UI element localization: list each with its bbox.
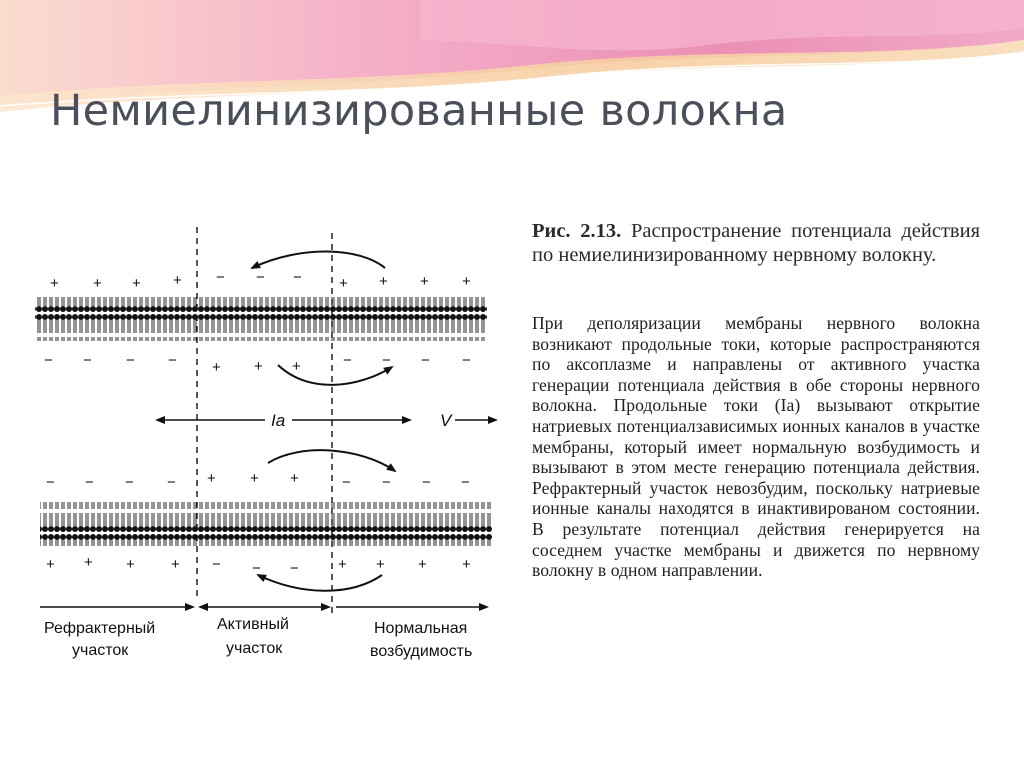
svg-text:−: − <box>422 474 431 491</box>
svg-text:+: + <box>126 556 135 573</box>
svg-text:−: − <box>46 474 55 491</box>
svg-text:+: + <box>50 275 59 292</box>
svg-text:−: − <box>83 352 92 369</box>
charges-top-outer <box>50 269 471 292</box>
svg-text:+: + <box>254 358 263 375</box>
zone-active-line1: Активный <box>217 616 289 633</box>
svg-text:+: + <box>173 272 182 289</box>
zone-normal-line1: Нормальная <box>374 620 468 637</box>
svg-text:−: − <box>290 560 299 577</box>
svg-text:+: + <box>462 273 471 290</box>
svg-text:−: − <box>382 474 391 491</box>
membrane-top <box>35 297 487 341</box>
svg-text:−: − <box>44 352 53 369</box>
svg-text:−: − <box>167 474 176 491</box>
svg-text:−: − <box>216 269 225 286</box>
svg-text:+: + <box>418 556 427 573</box>
svg-text:−: − <box>462 352 471 369</box>
svg-text:−: − <box>421 352 430 369</box>
nerve-fiber-diagram <box>30 225 510 670</box>
svg-text:+: + <box>84 554 93 571</box>
svg-text:−: − <box>343 352 352 369</box>
svg-text:−: − <box>252 560 261 577</box>
figure-caption <box>532 219 980 267</box>
figure-caption-label: Рис. 2.13. <box>532 220 622 242</box>
svg-text:+: + <box>339 275 348 292</box>
zone-refractory-line1: Рефрактерный <box>44 620 156 637</box>
charges-top-inner <box>44 352 471 376</box>
svg-text:−: − <box>168 352 177 369</box>
svg-text:+: + <box>462 556 471 573</box>
current-label: Ia <box>271 411 286 430</box>
svg-text:+: + <box>338 556 347 573</box>
figure-caption-text: Распространение потенциала действия по немиелинизированному нервному волокну. <box>532 220 981 266</box>
svg-text:+: + <box>132 275 141 292</box>
zone-refractory-line2: участок <box>72 642 129 659</box>
svg-text:+: + <box>379 273 388 290</box>
membrane-bottom <box>40 502 492 546</box>
current-arrow-inner-bottom <box>258 575 382 591</box>
figure-description: При деполяризации мембраны нервного волокна возникают продольные токи, которые распространяются по аксоплазме и направлены от активного участка генерации потенциала действия в обе стороны нервного волокна. Продольные токи (Ia) вызывают открытие натриевых потенциалзависимых ионных каналов в участке мембраны, который имеет нормальную возбудимость и вызывают в этом месте генерацию потенциала действия. Рефрактерный участок невозбудим, поскольку натриевые ионные каналы находятся в инактивированом состоянии. В результате потенциал действия генерируется на соседнем участке мембраны и движется по нервному волокну в одном направлении. <box>532 313 980 581</box>
svg-text:−: − <box>256 269 265 286</box>
zone-active-line2: участок <box>226 640 283 657</box>
svg-text:+: + <box>46 556 55 573</box>
slide-title: Немиелинизированные волокна <box>50 86 788 136</box>
svg-text:+: + <box>212 359 221 376</box>
velocity-label: V <box>440 411 452 430</box>
charges-bottom-outer <box>46 470 470 491</box>
svg-text:+: + <box>93 275 102 292</box>
svg-text:−: − <box>212 556 221 573</box>
svg-text:+: + <box>250 470 259 487</box>
svg-text:−: − <box>342 474 351 491</box>
svg-text:−: − <box>126 352 135 369</box>
svg-text:+: + <box>376 556 385 573</box>
current-arrow-outer-top <box>252 251 385 268</box>
svg-text:+: + <box>292 358 301 375</box>
svg-text:+: + <box>290 470 299 487</box>
svg-text:+: + <box>207 470 216 487</box>
svg-text:−: − <box>85 474 94 491</box>
zone-normal-line2: возбудимость <box>370 643 473 660</box>
svg-text:−: − <box>125 474 134 491</box>
svg-text:−: − <box>293 269 302 286</box>
svg-text:+: + <box>171 556 180 573</box>
svg-text:+: + <box>420 273 429 290</box>
charges-bottom-inner <box>46 554 471 577</box>
svg-text:−: − <box>461 474 470 491</box>
svg-text:−: − <box>382 352 391 369</box>
